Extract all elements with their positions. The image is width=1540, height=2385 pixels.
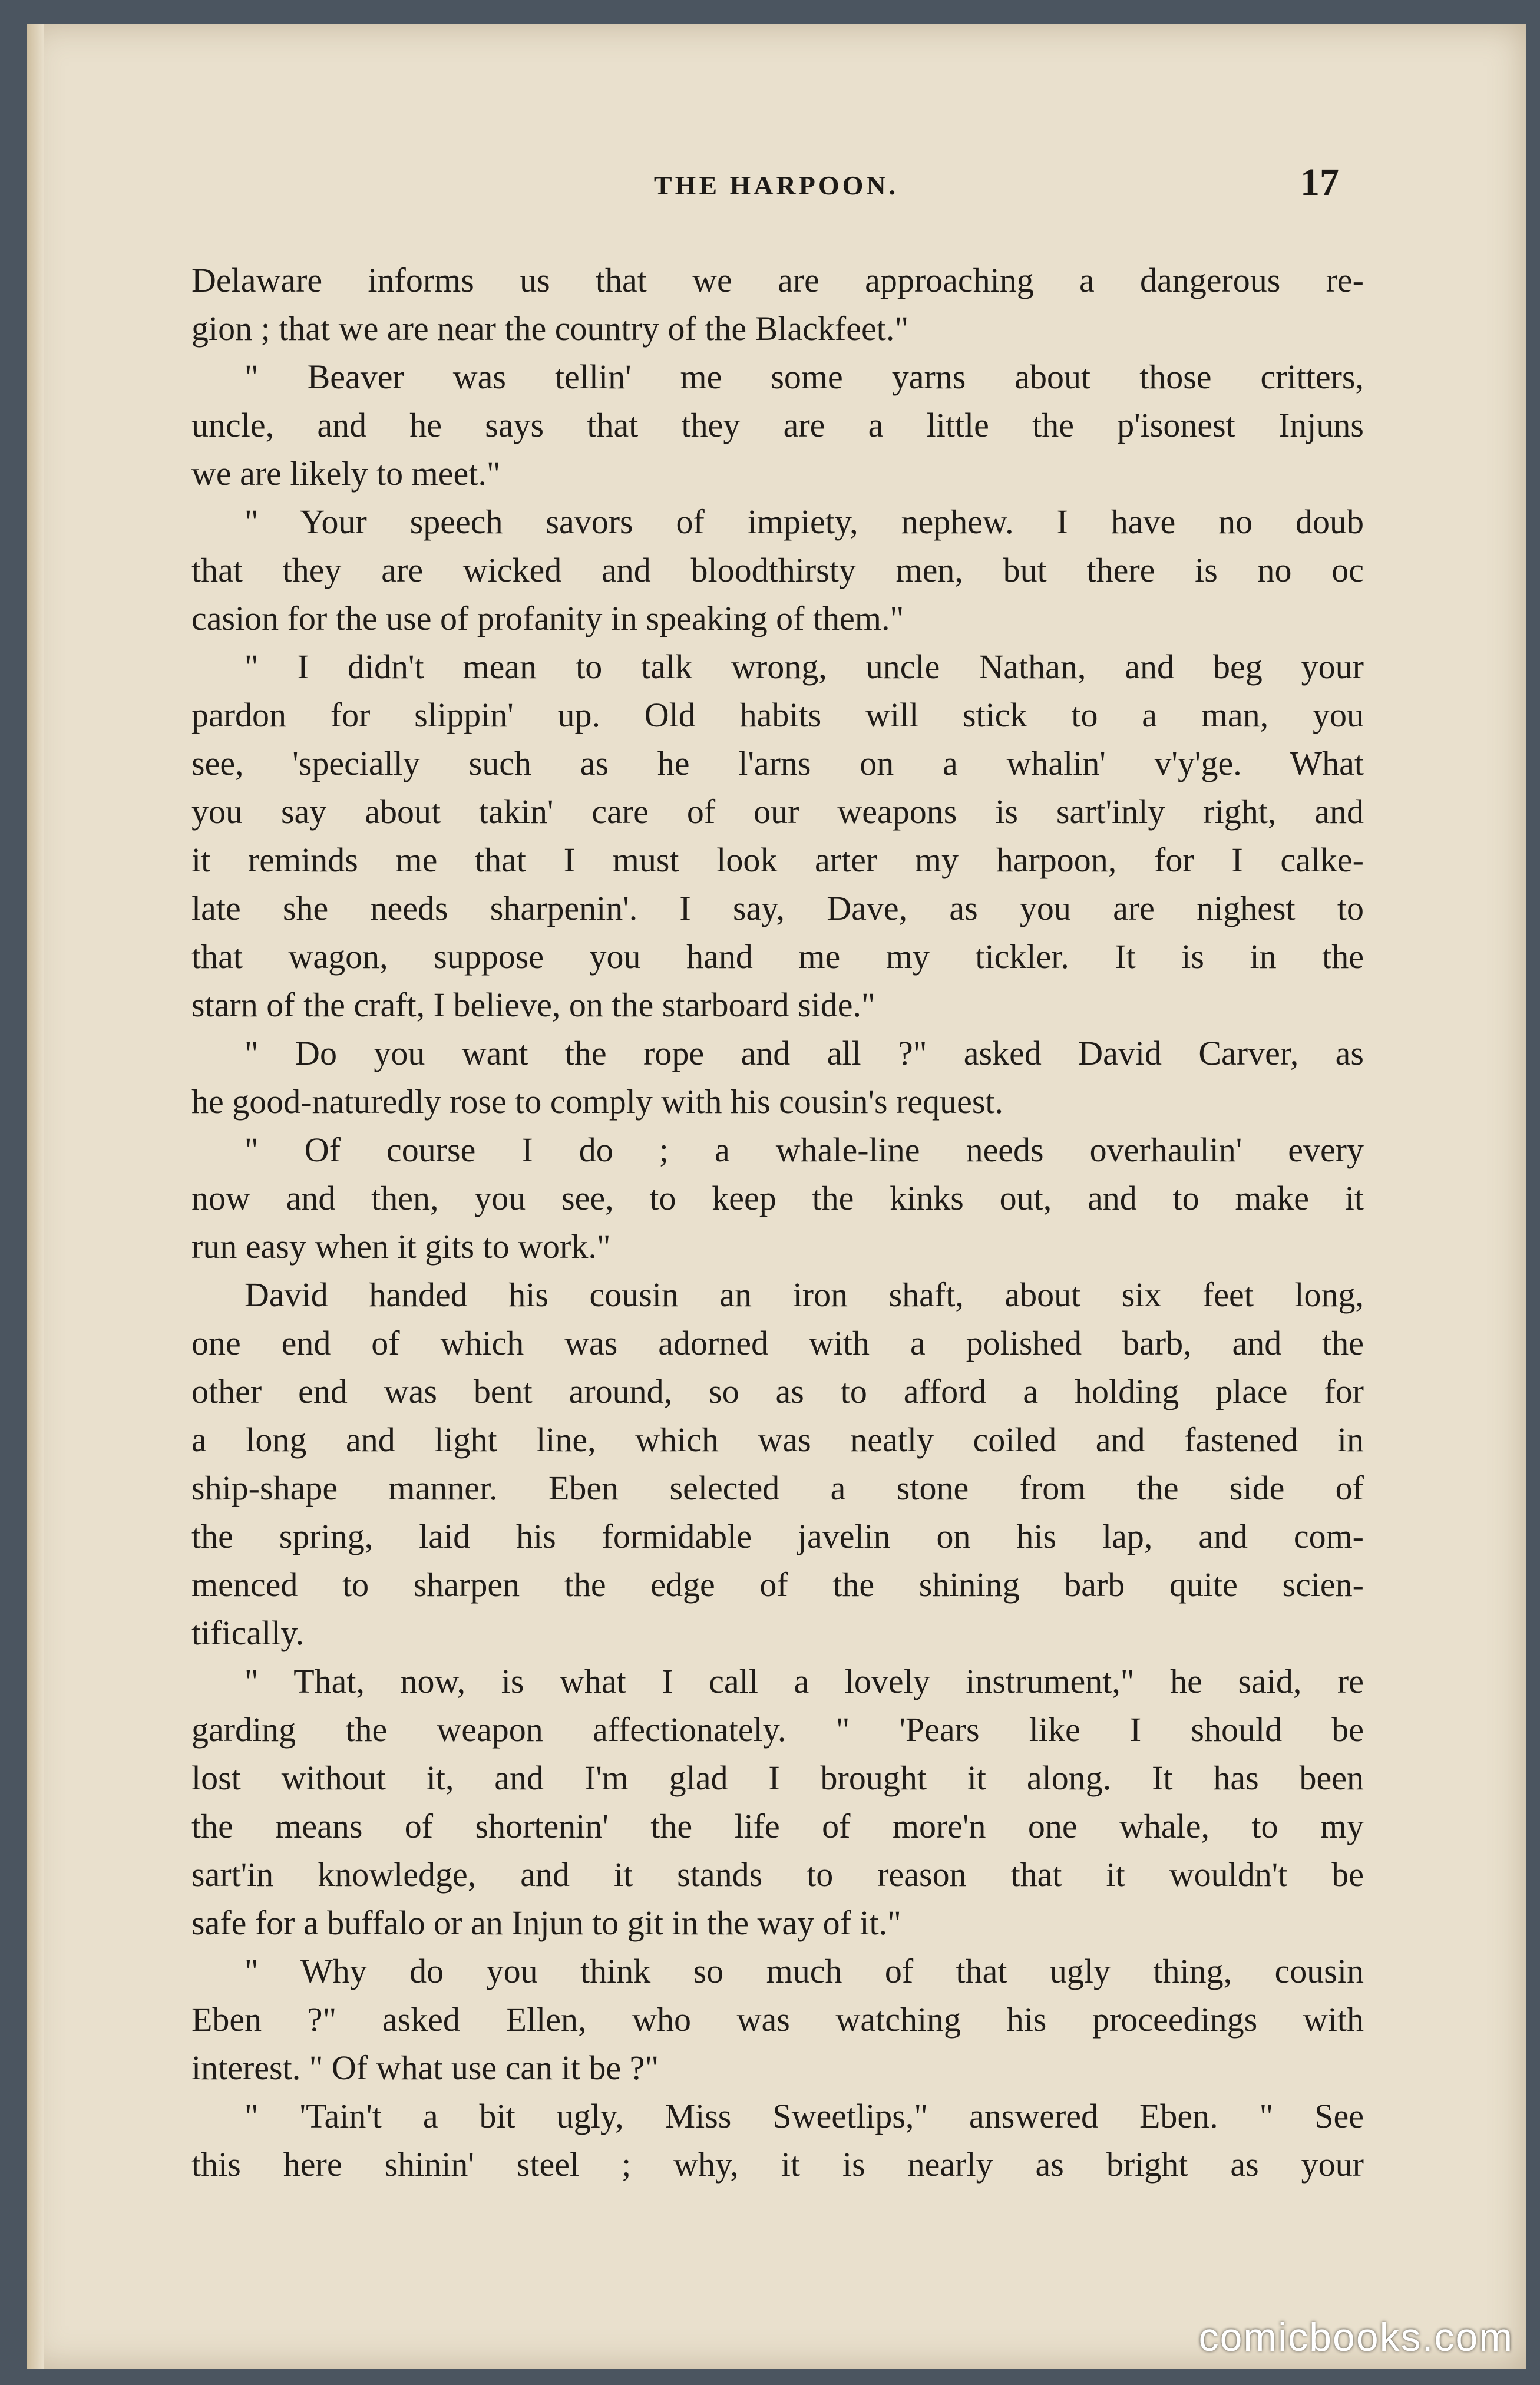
page-gutter [27,24,44,2369]
watermark: comicbooks.com [1198,2315,1513,2360]
text-line: menced to sharpen the edge of the shining barb quite scien- [191,1565,1364,1604]
text-line: interest. " Of what use can it be ?" [191,2049,659,2087]
text-line: run easy when it gits to work." [191,1227,611,1266]
text-line: uncle, and he says that they are a little the p'isonest Injuns [191,406,1364,444]
text-line: sart'in knowledge, and it stands to reason that it wouldn't be [191,1855,1364,1894]
book-page [27,24,1526,2369]
text-line: he good-naturedly rose to comply with his cousin's request. [191,1082,1004,1121]
text-line: the spring, laid his formidable javelin on his lap, and com- [191,1517,1364,1555]
body-text [191,256,1364,2189]
text-line: " Your speech savors of impiety, nephew. I have no doub [244,503,1364,541]
text-line: " That, now, is what I call a lovely instrument," he said, re [244,1662,1364,1700]
page-number: 17 [1300,161,1339,204]
text-line: you say about takin' care of our weapons is sart'inly right, and [191,792,1364,831]
text-line: late she needs sharpenin'. I say, Dave, as you are nighest to [191,889,1364,927]
text-line: tifically. [191,1614,305,1652]
text-line: that they are wicked and bloodthirsty men, but there is no oc [191,551,1364,589]
text-line: " Why do you think so much of that ugly thing, cousin [244,1952,1364,1990]
text-line: " I didn't mean to talk wrong, uncle Nathan, and beg your [244,648,1364,686]
text-line: " Do you want the rope and all ?" asked David Carver, as [244,1034,1364,1072]
text-line: " Of course I do ; a whale-line needs overhaulin' every [244,1131,1364,1169]
text-line: that wagon, suppose you hand me my tickler. It is in the [191,937,1364,976]
text-line: pardon for slippin' up. Old habits will stick to a man, you [191,696,1364,734]
text-line: Delaware informs us that we are approaching a dangerous re- [191,261,1364,299]
text-line: casion for the use of profanity in speaking of them." [191,599,904,637]
text-line: one end of which was adorned with a polished barb, and the [191,1324,1364,1362]
text-line: this here shinin' steel ; why, it is nearly as bright as your [191,2145,1364,2184]
running-head: THE HARPOON. [653,170,899,200]
text-line: gion ; that we are near the country of the Blackfeet." [191,309,909,348]
text-line: the means of shortenin' the life of more'n one whale, to my [191,1807,1364,1845]
text-line: garding the weapon affectionately. " 'Pears like I should be [191,1710,1364,1749]
text-line: " 'Tain't a bit ugly, Miss Sweetlips," answered Eben. " See [244,2097,1364,2135]
text-line: see, 'specially such as he l'arns on a whalin' v'y'ge. What [191,744,1364,782]
text-line: ship-shape manner. Eben selected a stone from the side of [191,1469,1364,1507]
text-line: we are likely to meet." [191,454,501,493]
text-line: other end was bent around, so as to afford a holding place for [191,1372,1364,1410]
text-line: safe for a buffalo or an Injun to git in the way of it." [191,1904,901,1942]
text-line: lost without it, and I'm glad I brought it along. It has been [191,1759,1364,1797]
text-line: " Beaver was tellin' me some yarns about those critters, [244,358,1364,396]
text-line: a long and light line, which was neatly coiled and fastened in [191,1421,1364,1459]
text-line: David handed his cousin an iron shaft, about six feet long, [244,1276,1364,1314]
text-line: it reminds me that I must look arter my harpoon, for I calke- [191,841,1364,879]
text-line: Eben ?" asked Ellen, who was watching his proceedings with [191,2000,1364,2039]
text-line: now and then, you see, to keep the kinks out, and to make it [191,1179,1364,1217]
text-line: starn of the craft, I believe, on the starboard side." [191,986,875,1024]
